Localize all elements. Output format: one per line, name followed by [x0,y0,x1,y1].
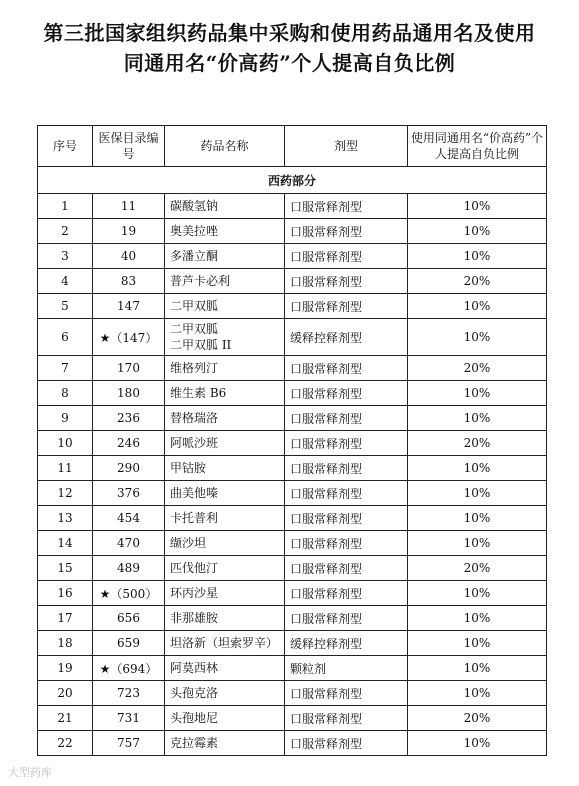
cell-form: 口服常释剂型 [285,681,408,706]
cell-seq: 17 [38,606,93,631]
cell-seq: 19 [38,656,93,681]
table-row [38,681,547,706]
cell-ratio: 20% [408,431,547,456]
cell-drug-name [165,269,285,294]
cell-seq: 13 [38,506,93,531]
cell-drug-name [165,219,285,244]
cell-drug-name [165,481,285,506]
cell-form: 口服常释剂型 [285,194,408,219]
table-row [38,556,547,581]
cell-ratio: 10% [408,606,547,631]
cell-seq: 4 [38,269,93,294]
cell-form: 口服常释剂型 [285,506,408,531]
table-row [38,631,547,656]
cell-seq: 22 [38,731,93,756]
cell-drug-name [165,294,285,319]
title-line-2: 同通用名“价高药”个人提高自负比例 [123,51,456,75]
cell-form: 缓释控释剂型 [285,319,408,356]
cell-ratio: 10% [408,319,547,356]
cell-drug-name [165,556,285,581]
cell-seq: 2 [38,219,93,244]
cell-ratio: 20% [408,356,547,381]
cell-drug-name [165,681,285,706]
cell-code: 11 [93,194,165,219]
cell-ratio: 10% [408,294,547,319]
table-row [38,244,547,269]
document-title [0,18,579,78]
cell-seq: 6 [38,319,93,356]
cell-code: 723 [93,681,165,706]
cell-form: 口服常释剂型 [285,294,408,319]
table-row [38,481,547,506]
drug-table [37,125,547,756]
drug-name-line: 非那雄胺 [170,611,219,625]
cell-seq: 10 [38,431,93,456]
cell-drug-name [165,631,285,656]
drug-name-line: 二甲双胍 [170,299,219,313]
drug-name-line: 卡托普利 [170,511,219,525]
cell-ratio: 10% [408,681,547,706]
drug-name-line: 奥美拉唑 [170,224,219,238]
table-row [38,731,547,756]
table-row [38,294,547,319]
cell-ratio: 10% [408,631,547,656]
cell-ratio: 10% [408,481,547,506]
cell-code: 489 [93,556,165,581]
table-row [38,606,547,631]
cell-code: 757 [93,731,165,756]
table-row [38,706,547,731]
header-seq: 序号 [38,126,93,167]
drug-name-line: 环丙沙星 [170,586,219,600]
cell-form: 口服常释剂型 [285,706,408,731]
cell-form: 口服常释剂型 [285,606,408,631]
cell-drug-name [165,194,285,219]
drug-name-line: 缬沙坦 [170,536,207,550]
section-title: 西药部分 [38,167,547,194]
cell-drug-name [165,656,285,681]
table-header-row [38,126,547,167]
header-name: 药品名称 [165,126,285,167]
table-row [38,219,547,244]
cell-code: 147 [93,294,165,319]
cell-seq: 14 [38,531,93,556]
cell-drug-name [165,406,285,431]
cell-code: ★（147） [93,319,165,356]
drug-name-line: 阿哌沙班 [170,436,219,450]
cell-ratio: 10% [408,531,547,556]
cell-form: 口服常释剂型 [285,481,408,506]
drug-name-line: 头孢克洛 [170,686,219,700]
section-row [38,167,547,194]
drug-name-line: 多潘立酮 [170,249,219,263]
cell-drug-name [165,319,285,356]
cell-form: 口服常释剂型 [285,531,408,556]
cell-drug-name [165,381,285,406]
table-row [38,269,547,294]
cell-seq: 7 [38,356,93,381]
cell-code: 470 [93,531,165,556]
cell-code: 180 [93,381,165,406]
cell-form: 口服常释剂型 [285,356,408,381]
cell-seq: 18 [38,631,93,656]
table-row [38,531,547,556]
watermark: 大型药库 [8,766,52,779]
cell-form: 口服常释剂型 [285,381,408,406]
cell-seq: 12 [38,481,93,506]
cell-code: 290 [93,456,165,481]
cell-drug-name [165,456,285,481]
drug-name-line: 二甲双胍 II [170,338,232,352]
cell-ratio: 10% [408,194,547,219]
drug-name-line: 甲钴胺 [170,461,207,475]
cell-ratio: 10% [408,219,547,244]
cell-drug-name [165,581,285,606]
cell-ratio: 20% [408,556,547,581]
header-code: 医保目录编号 [93,126,165,167]
cell-seq: 8 [38,381,93,406]
cell-drug-name [165,244,285,269]
table-row [38,456,547,481]
cell-form: 口服常释剂型 [285,431,408,456]
table-row [38,381,547,406]
cell-code: 454 [93,506,165,531]
drug-name-line: 曲美他嗪 [170,486,219,500]
drug-name-line: 坦洛新（坦索罗辛） [170,636,279,650]
cell-drug-name [165,731,285,756]
drug-name-line: 维生素 B6 [170,386,227,400]
cell-form: 口服常释剂型 [285,581,408,606]
cell-form: 口服常释剂型 [285,731,408,756]
cell-form: 口服常释剂型 [285,406,408,431]
drug-name-line: 克拉霉素 [170,736,219,750]
cell-seq: 20 [38,681,93,706]
table-row [38,581,547,606]
table-row [38,431,547,456]
cell-code: ★（500） [93,581,165,606]
cell-drug-name [165,531,285,556]
cell-form: 颗粒剂 [285,656,408,681]
cell-seq: 16 [38,581,93,606]
header-ratio: 使用同通用名“价高药”个人提高自负比例 [408,126,547,167]
cell-ratio: 10% [408,406,547,431]
drug-name-line: 维格列汀 [170,361,219,375]
cell-form: 口服常释剂型 [285,456,408,481]
cell-code: 83 [93,269,165,294]
cell-seq: 11 [38,456,93,481]
drug-name-line: 普芦卡必利 [170,274,231,288]
drug-name-line: 头孢地尼 [170,711,219,725]
drug-name-line: 替格瑞洛 [170,411,219,425]
cell-ratio: 10% [408,581,547,606]
drug-name-line: 二甲双胍 [170,322,219,336]
cell-seq: 9 [38,406,93,431]
cell-code: 656 [93,606,165,631]
cell-code: 731 [93,706,165,731]
cell-ratio: 10% [408,506,547,531]
cell-ratio: 20% [408,706,547,731]
cell-ratio: 10% [408,456,547,481]
table-row [38,506,547,531]
cell-seq: 5 [38,294,93,319]
cell-ratio: 10% [408,656,547,681]
title-line-1: 第三批国家组织药品集中采购和使用药品通用名及使用 [43,21,536,45]
cell-seq: 21 [38,706,93,731]
cell-drug-name [165,706,285,731]
cell-code: ★（694） [93,656,165,681]
cell-code: 376 [93,481,165,506]
cell-form: 口服常释剂型 [285,556,408,581]
cell-form: 口服常释剂型 [285,269,408,294]
drug-name-line: 匹伐他汀 [170,561,219,575]
cell-seq: 1 [38,194,93,219]
cell-form: 口服常释剂型 [285,219,408,244]
cell-code: 236 [93,406,165,431]
cell-ratio: 10% [408,244,547,269]
cell-code: 19 [93,219,165,244]
cell-code: 659 [93,631,165,656]
cell-ratio: 20% [408,269,547,294]
cell-code: 40 [93,244,165,269]
cell-code: 246 [93,431,165,456]
cell-ratio: 10% [408,731,547,756]
cell-drug-name [165,506,285,531]
cell-drug-name [165,606,285,631]
cell-drug-name [165,356,285,381]
cell-seq: 3 [38,244,93,269]
cell-drug-name [165,431,285,456]
table-row [38,356,547,381]
table-row [38,406,547,431]
cell-seq: 15 [38,556,93,581]
table-row [38,656,547,681]
drug-name-line: 碳酸氢钠 [170,199,219,213]
cell-form: 口服常释剂型 [285,244,408,269]
cell-code: 170 [93,356,165,381]
table-row [38,194,547,219]
table-row [38,319,547,356]
cell-ratio: 10% [408,381,547,406]
cell-form: 缓释控释剂型 [285,631,408,656]
drug-name-line: 阿莫西林 [170,661,219,675]
header-form: 剂型 [285,126,408,167]
